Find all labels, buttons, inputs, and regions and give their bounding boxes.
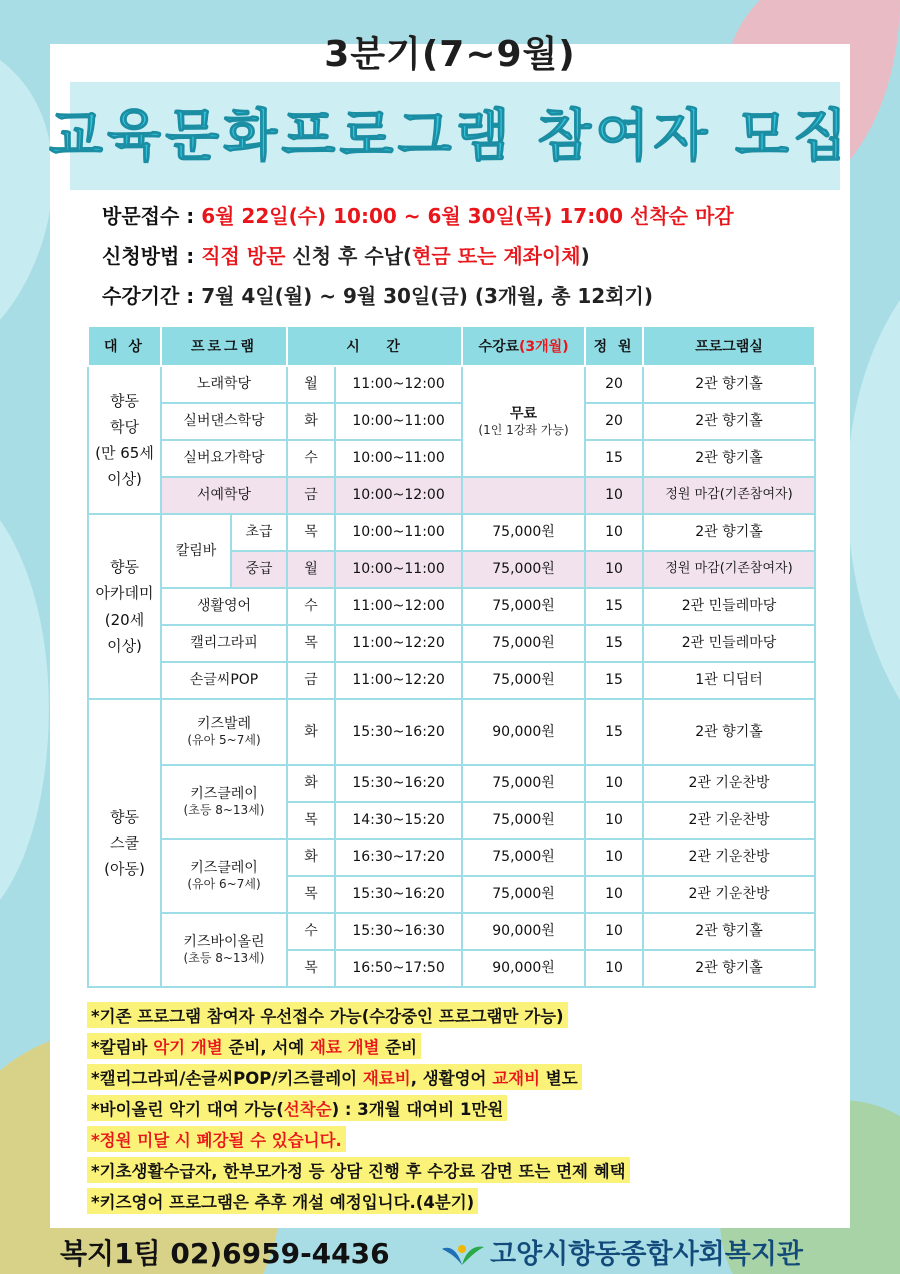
program-age: (유아 5~7세)	[187, 733, 261, 748]
cell-room: 정원 마감(기존참여자)	[643, 477, 815, 514]
cell-time: 15:30~16:30	[335, 913, 462, 950]
cell-room: 2관 기운찬방	[643, 839, 815, 876]
method-label: 신청방법 :	[102, 244, 195, 268]
cell-day: 목	[287, 514, 335, 551]
note-cancel: *정원 미달 시 폐강될 수 있습니다.	[87, 1126, 346, 1152]
organization-name-block	[440, 1232, 803, 1271]
cell-day: 목	[287, 950, 335, 987]
cell-capacity: 20	[585, 403, 643, 440]
table-row	[88, 440, 815, 477]
group-school: 향동 스쿨 (아동)	[88, 699, 161, 987]
note-text: *칼림바	[91, 1038, 154, 1057]
cell-time: 15:30~16:20	[335, 765, 462, 802]
cell-kalimba: 칼림바	[161, 514, 231, 588]
cell-capacity: 10	[585, 913, 643, 950]
cell-day: 화	[287, 839, 335, 876]
cell-capacity: 15	[585, 699, 643, 765]
cell-capacity: 10	[585, 950, 643, 987]
cell-time: 10:00~11:00	[335, 551, 462, 588]
table-row	[88, 366, 815, 403]
cell-fee: 75,000원	[462, 625, 585, 662]
table-row	[88, 514, 815, 551]
cell-time: 10:00~11:00	[335, 403, 462, 440]
cell-time: 11:00~12:00	[335, 366, 462, 403]
cell-room: 2관 향기홀	[643, 403, 815, 440]
cell-room: 2관 향기홀	[643, 514, 815, 551]
header-time: 시 간	[287, 326, 462, 366]
cell-room: 2관 민들레마당	[643, 625, 815, 662]
cell-day: 월	[287, 551, 335, 588]
schedule-table	[87, 325, 816, 988]
notes-list	[87, 1002, 814, 1219]
cell-capacity: 10	[585, 551, 643, 588]
cell-capacity: 10	[585, 514, 643, 551]
cell-room: 정원 마감(기존참여자)	[643, 551, 815, 588]
note-item	[87, 1188, 814, 1219]
cell-day: 화	[287, 403, 335, 440]
table-row	[88, 403, 815, 440]
cell-room: 2관 향기홀	[643, 699, 815, 765]
note-item	[87, 1002, 814, 1033]
table-row	[88, 588, 815, 625]
reception-line	[102, 200, 734, 229]
cell-fee: 75,000원	[462, 514, 585, 551]
note-text: 준비	[379, 1038, 418, 1057]
cell-capacity: 20	[585, 366, 643, 403]
cell-capacity: 10	[585, 802, 643, 839]
cell-time: 10:00~12:00	[335, 477, 462, 514]
cell-fee: 75,000원	[462, 588, 585, 625]
cell-room: 1관 디딤터	[643, 662, 815, 699]
program-age: (유아 6~7세)	[187, 877, 261, 892]
program-name: 키즈클레이	[190, 860, 258, 877]
note-text: 준비, 서예	[222, 1038, 310, 1057]
cell-program: 노래학당	[161, 366, 287, 403]
header-target: 대 상	[88, 326, 161, 366]
note-emphasis: 교재비	[492, 1069, 541, 1088]
table-row	[88, 839, 815, 876]
note-text: *캘리그라피/손글씨POP/키즈클레이	[91, 1069, 363, 1088]
cell-capacity: 15	[585, 588, 643, 625]
welfare-center-logo-icon	[440, 1241, 486, 1271]
table-row	[88, 913, 815, 950]
table-row	[88, 477, 815, 514]
cell-day: 수	[287, 913, 335, 950]
fee-free-label: 무료	[510, 405, 538, 422]
note-kids-english: *키즈영어 프로그램은 추후 개설 예정입니다.(4분기)	[87, 1188, 478, 1214]
note-text: 별도	[540, 1069, 578, 1088]
header-fee	[462, 326, 585, 366]
cell-day: 목	[287, 876, 335, 913]
cell-room: 2관 기운찬방	[643, 876, 815, 913]
organization-name: 고양시향동종합사회복지관	[490, 1239, 803, 1270]
header-capacity: 정 원	[585, 326, 643, 366]
cell-day: 목	[287, 625, 335, 662]
method-text: 신청 후 수납(	[285, 244, 413, 268]
cell-time: 15:30~16:20	[335, 699, 462, 765]
header-fee-note: (3개월)	[519, 339, 569, 355]
program-name: 키즈클레이	[190, 786, 258, 803]
cell-room: 2관 민들레마당	[643, 588, 815, 625]
table-row	[88, 662, 815, 699]
cell-capacity: 10	[585, 876, 643, 913]
note-materials	[87, 1033, 421, 1059]
header-room: 프로그램실	[643, 326, 815, 366]
note-costs	[87, 1064, 582, 1090]
note-emphasis: 재료비	[362, 1069, 411, 1088]
cell-time: 16:30~17:20	[335, 839, 462, 876]
group-academy: 향동 아카데미 (20세 이상)	[88, 514, 161, 699]
cell-program	[161, 765, 287, 839]
note-item	[87, 1157, 814, 1188]
table-row	[88, 765, 815, 802]
cell-program: 서예학당	[161, 477, 287, 514]
cell-room: 2관 향기홀	[643, 440, 815, 477]
header-program: 프로그램	[161, 326, 287, 366]
cell-fee: 75,000원	[462, 551, 585, 588]
cell-time: 15:30~16:20	[335, 876, 462, 913]
cell-room: 2관 기운찬방	[643, 802, 815, 839]
cell-time: 16:50~17:50	[335, 950, 462, 987]
note-text: *바이올린 악기 대여 가능(	[91, 1100, 284, 1119]
cell-time: 11:00~12:20	[335, 625, 462, 662]
program-name: 키즈발레	[196, 716, 252, 733]
method-line	[102, 240, 590, 269]
cell-time: 14:30~15:20	[335, 802, 462, 839]
cell-level: 초급	[231, 514, 287, 551]
cell-day: 금	[287, 477, 335, 514]
note-item	[87, 1033, 814, 1064]
cell-program: 생활영어	[161, 588, 287, 625]
note-violin	[87, 1095, 507, 1121]
note-emphasis: 선착순	[283, 1100, 332, 1119]
cell-capacity: 15	[585, 440, 643, 477]
program-name: 키즈바이올린	[183, 934, 265, 951]
cell-capacity: 15	[585, 662, 643, 699]
method-payment: 현금 또는 계좌이체	[412, 244, 581, 268]
cell-fee-free	[462, 366, 585, 477]
page-title: 교육문화프로그램 참여자 모집	[48, 104, 852, 169]
cell-time: 10:00~11:00	[335, 514, 462, 551]
note-emphasis: 재료 개별	[309, 1038, 380, 1057]
cell-capacity: 15	[585, 625, 643, 662]
cell-capacity: 10	[585, 839, 643, 876]
reception-label: 방문접수 :	[102, 204, 195, 228]
cell-fee: 75,000원	[462, 765, 585, 802]
reception-value: 6월 22일(수) 10:00 ~ 6월 30일(목) 17:00 선착순 마감	[201, 204, 734, 228]
cell-day: 화	[287, 765, 335, 802]
cell-time: 11:00~12:00	[335, 588, 462, 625]
cell-program	[161, 699, 287, 765]
cell-day: 월	[287, 366, 335, 403]
cell-time: 10:00~11:00	[335, 440, 462, 477]
note-discount: *기초생활수급자, 한부모가정 등 상담 진행 후 수강료 감면 또는 면제 혜택	[87, 1157, 630, 1183]
method-visit: 직접 방문	[201, 244, 286, 268]
cell-program	[161, 839, 287, 913]
cell-capacity: 10	[585, 765, 643, 802]
cell-program	[161, 913, 287, 987]
cell-level: 중급	[231, 551, 287, 588]
cell-fee: 90,000원	[462, 950, 585, 987]
cell-room: 2관 향기홀	[643, 950, 815, 987]
fee-free-note: (1인 1강좌 가능)	[478, 422, 569, 437]
cell-fee: 75,000원	[462, 876, 585, 913]
cell-fee: 75,000원	[462, 662, 585, 699]
cell-program: 실버요가학당	[161, 440, 287, 477]
table-row	[88, 699, 815, 765]
cell-day: 목	[287, 802, 335, 839]
program-age: (초등 8~13세)	[183, 951, 265, 966]
note-item	[87, 1064, 814, 1095]
cell-room: 2관 기운찬방	[643, 765, 815, 802]
quarter-kicker: 3분기(7~9월)	[324, 34, 576, 75]
method-close: )	[580, 244, 590, 268]
period-label: 수강기간 :	[102, 284, 195, 308]
cell-day: 화	[287, 699, 335, 765]
note-priority: *기존 프로그램 참여자 우선접수 가능(수강중인 프로그램만 가능)	[87, 1002, 568, 1028]
cell-program: 실버댄스학당	[161, 403, 287, 440]
cell-fee	[462, 477, 585, 514]
table-header-row	[88, 326, 815, 366]
header-fee-label: 수강료	[478, 339, 520, 355]
cell-day: 금	[287, 662, 335, 699]
cell-fee: 90,000원	[462, 699, 585, 765]
program-age: (초등 8~13세)	[183, 803, 265, 818]
cell-room: 2관 향기홀	[643, 913, 815, 950]
cell-time: 11:00~12:20	[335, 662, 462, 699]
note-item	[87, 1126, 814, 1157]
cell-program: 손글씨POP	[161, 662, 287, 699]
cell-fee: 75,000원	[462, 839, 585, 876]
cell-fee: 90,000원	[462, 913, 585, 950]
cell-room: 2관 향기홀	[643, 366, 815, 403]
note-emphasis: 악기 개별	[153, 1038, 223, 1057]
note-text: ) : 3개월 대여비 1만원	[331, 1100, 504, 1119]
period-value: 7월 4일(월) ~ 9월 30일(금) (3개월, 총 12회기)	[201, 284, 654, 308]
note-text: , 생활영어	[410, 1069, 493, 1088]
cell-capacity: 10	[585, 477, 643, 514]
note-item	[87, 1095, 814, 1126]
cell-day: 수	[287, 588, 335, 625]
cell-fee: 75,000원	[462, 802, 585, 839]
contact-phone: 복지1팀 02)6959-4436	[60, 1237, 390, 1270]
cell-day: 수	[287, 440, 335, 477]
cell-program: 캘리그라피	[161, 625, 287, 662]
period-line	[102, 280, 653, 309]
group-hakdang: 향동 학당 (만 65세 이상)	[88, 366, 161, 514]
table-row	[88, 625, 815, 662]
